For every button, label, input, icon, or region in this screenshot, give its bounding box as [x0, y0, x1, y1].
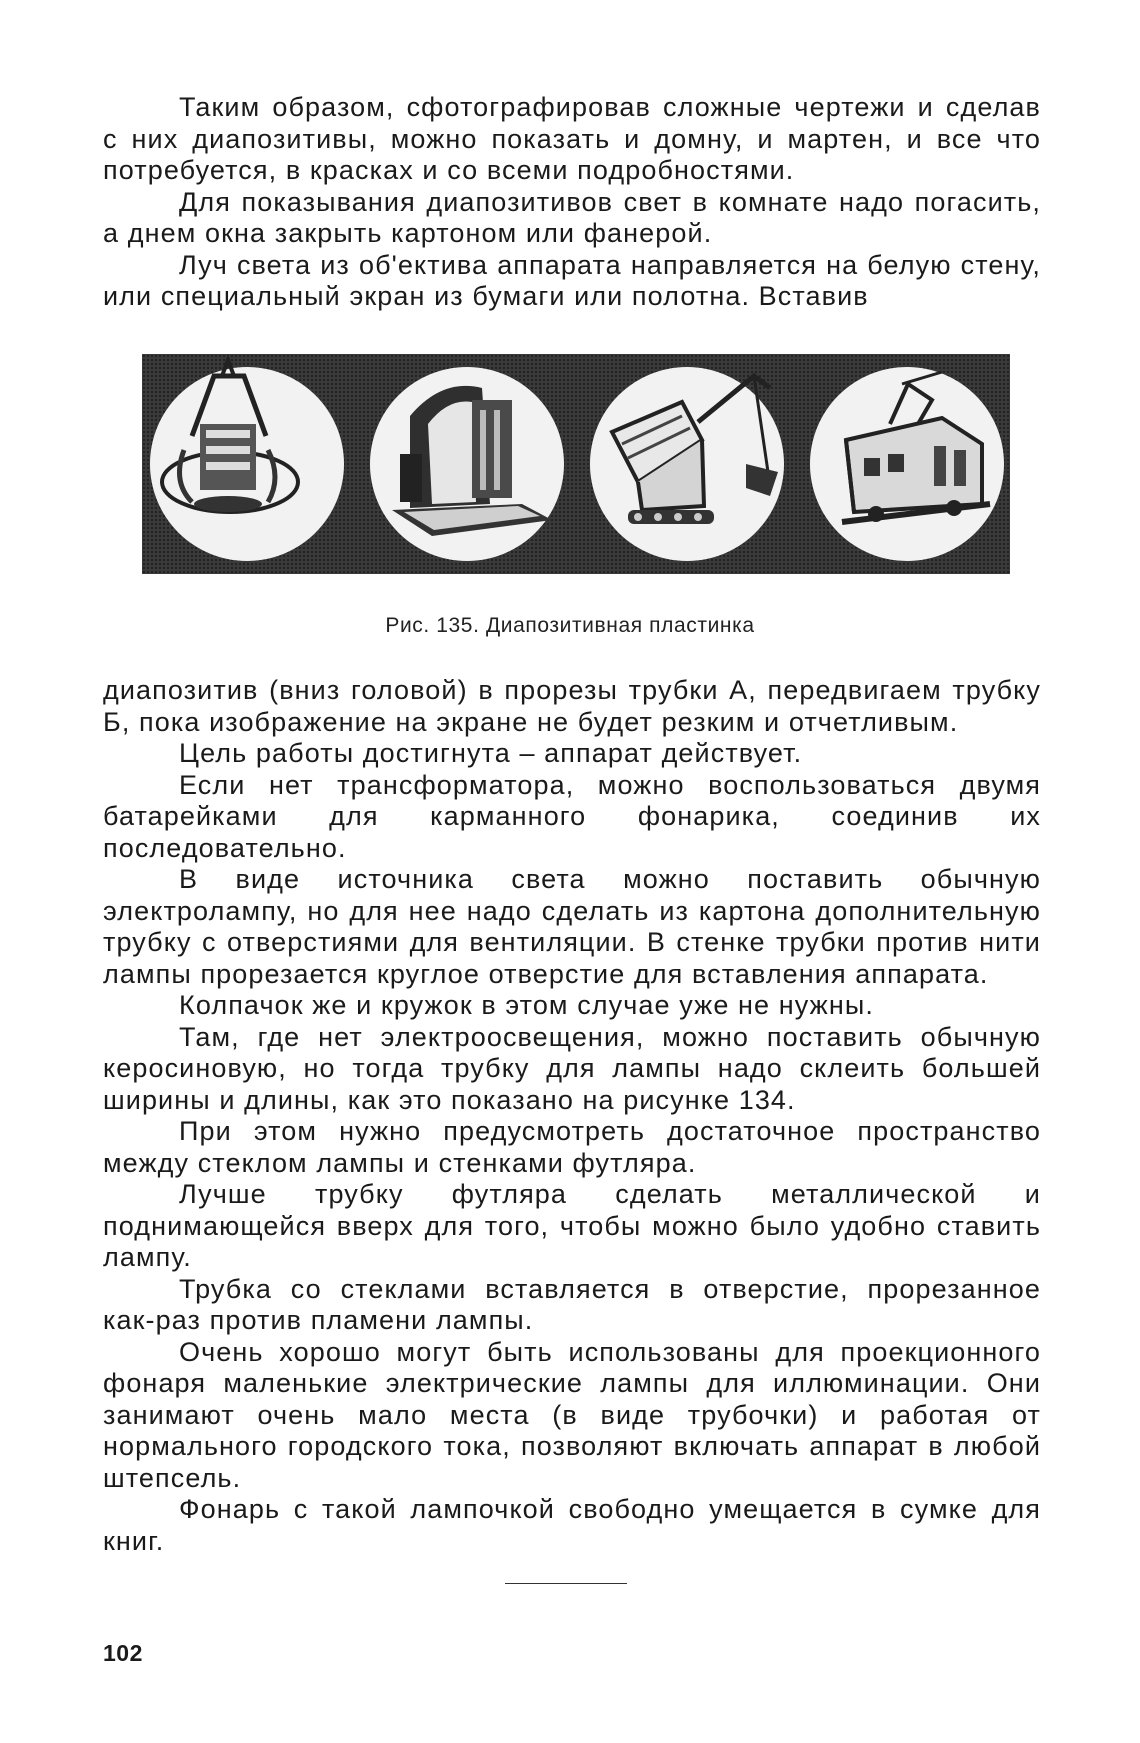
paragraph: Таким образом, сфотографировав сложные чертежи и сделав с них диапозитивы, можно показать и домну, и мартен, и все что потребуется, в красках и со всеми подробностями.	[103, 92, 1041, 185]
paragraph: Фонарь с такой лампочкой свободно умещается в сумке для книг.	[103, 1494, 1041, 1556]
paragraph: Для показывания диапозитивов свет в комнате надо погасить, а днем окна закрыть картоном или фанерой.	[103, 186, 1041, 248]
panel-excavator	[590, 367, 784, 561]
paragraph: диапозитив (вниз головой) в прорезы трубки А, передвигаем трубку Б, пока изображение на экране не будет резким и отчетливым.	[103, 675, 1041, 737]
figure-caption: Рис. 135. Диапозитивная пластинка	[385, 614, 755, 637]
paragraph: Там, где нет электроосвещения, можно поставить обычную керосиновую, но тогда трубку для лампы надо склеить большей ширины и длины, как это показано на рисунке 134.	[103, 1021, 1041, 1115]
paragraph: Очень хорошо могут быть использованы для проекционного фонаря маленькие электрические лампы для иллюминации. Они занимают очень мало места (в виде трубочки) и работая от нормального городского тока, позволяют включать аппарат в любой штепсель.	[103, 1336, 1041, 1493]
text-block-top	[103, 92, 1041, 313]
figure-illustration	[142, 354, 1010, 574]
paragraph: Трубка со стеклами вставляется в отверстие, прорезанное как-раз против пламени лампы.	[103, 1273, 1041, 1335]
paragraph: Цель работы достигнута – аппарат действует.	[179, 738, 803, 768]
paragraph: Колпачок же и кружок в этом случае уже не нужны.	[179, 990, 874, 1020]
paragraph: При этом нужно предусмотреть достаточное пространство между стеклом лампы и стенками футляра.	[103, 1116, 1041, 1178]
panel-hammer	[370, 367, 564, 561]
section-divider	[505, 1583, 627, 1584]
paragraph: В виде источника света можно поставить обычную электролампу, но для нее надо сделать из картона дополнительную трубку с отверстиями для вентиляции. В стенке трубки против нити лампы прорезается круглое отверстие для вставления аппарата.	[103, 864, 1041, 989]
text-block-bottom	[103, 675, 1041, 1557]
paragraph: Если нет трансформатора, можно воспользоваться двумя батарейками для карманного фонарика, соединив их последовательно.	[103, 769, 1041, 863]
panel-locomotive	[810, 367, 1004, 561]
paragraph: Лучше трубку футляра сделать металлической и поднимающейся вверх для того, чтобы можно было удобно ставить лампу.	[103, 1179, 1041, 1272]
paragraph: Луч света из об'ектива аппарата направляется на белую стену, или специальный экран из бумаги или полотна. Вставив	[103, 249, 1041, 311]
figure-diapositive-plate	[142, 354, 1010, 574]
page-number: 102	[103, 1640, 143, 1666]
